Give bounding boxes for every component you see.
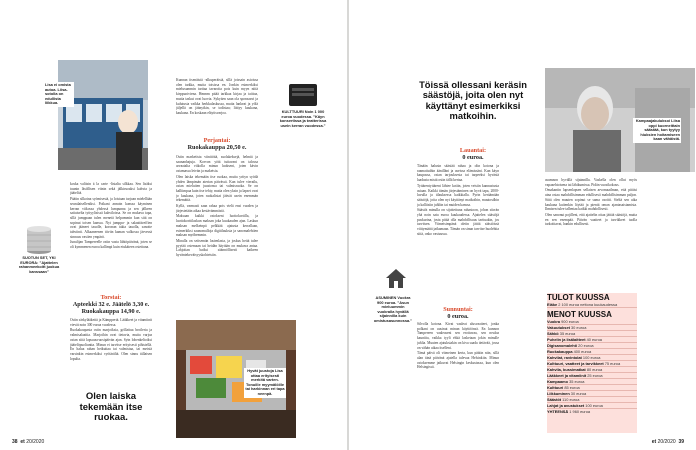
row-value: 25 euroa	[587, 373, 603, 378]
total-row	[547, 409, 637, 414]
left-column-2-bottom	[176, 155, 258, 321]
row-label: Ruokakauppa	[547, 349, 573, 354]
perjantai-subheading	[176, 137, 258, 151]
row-value: 100 euroa	[582, 355, 601, 360]
row-label: Lahjat ja avustukset	[547, 403, 585, 408]
issue-number: 20/2020	[26, 439, 45, 445]
asuminen-caption: ASUMINEN Vuokra 900 euroa. "Asun mieluummin vuokralla hyvällä sijainnilla kuin omistusasunnossa."	[373, 295, 413, 323]
row-label: Sähkö	[547, 331, 559, 336]
income-expense-table	[547, 293, 637, 433]
paragraph: Ostin marketista viinitöitä, suolakeksejä, helmiä ja saunanhajuja. Korvon yötä tuttavani on talossa arvaatalta viikolla minun luokseni, joten kävin ostamassa leivän ja makeisia.	[176, 155, 258, 174]
paragraph: Maksaan kaikki ostokseni luottokortilla, ja luottokorttilaskun maksan joka kuukauden ajan. Laskun maksan melkeinpä pelkkää ajatusta kerrallaan, esimerkiksi saunomalloja digitilauksia ja sanomalehtien maksan myöhemmin.	[176, 214, 258, 238]
left-page	[0, 0, 347, 450]
row-value: 100 euroa	[585, 403, 603, 408]
paragraph: Ruokakaupasta ostin marjoiksia, grillattua broileria ja valmisalaattia. Marjoihin ovat tietavia, mutta varjoa ostan siitä lapsuusvuosipäivän ajan. Syin lohenkeltoiksi jäätelöpuoliuntta. Minun ei tarvitse erityisesti pihistellä. En halua rahan heikuttaa tai valmistaa, tai meistä varsinkin esimerkiksi vyötärältä. Olen sinnu tällaisen lopulta.	[70, 328, 152, 361]
paragraph: Kunnan itsenäistä -alkuperäistä, sillä joissain asioissa olen tarkka, mutta toisissa en. Jonkin esimerkiksi mielusummin tarttaa tavaroita pois kuin myyn niitä kirppuoiviena. Hmmm pitää tarkkaa kirjaa ja taittoa, mutta taskut ovat luovia. Sykyäen saan ola sponsaavi ja kulutusta vaikka herkkulaskussa, mutta lankeat ja yölä jäljellä on jäänytkin, se todistaa; liittyy kaukana, kaukana. En koskaan eläytisvarjoa.	[176, 78, 258, 115]
lauantai-subheading	[417, 147, 529, 161]
paragraph: Ostin särkylääkettä ja Kämppertä. Lääkkeet ja vitamiinit vievät noin 300 euroa vuodessa.	[70, 318, 152, 327]
paragraph: Omakantin lapsenlapsen sellaisen arvomaailman, että pitäisi aina ostaa mahdollisimman edullisesti mahdollisimman paljon. Siitä olen muuten sopinut se sama osoitti. Sieltä sen aika kaukana kuitenkin löytää ja pientä oman ajantasaistamista. Ihmisen tulee tallentaa kaikki mahdollisesti.	[545, 188, 637, 212]
wallet-photo	[283, 80, 323, 110]
wallet-photo-caption: KULTTUURI Noin 1 000 euroa vuodessa. "Käyn konsertissa ja teatterissa usein kerran vuodessa."	[279, 109, 327, 128]
row-value: 30 euroa	[571, 325, 587, 330]
paragraph: Junalijan Tampereelle ostin vasta lähtöpäivänä, joten se oli kymmenen euroa kallimpi kuin etukäteen ostettuna.	[70, 240, 152, 250]
total-value: 1 960 euroa	[569, 409, 591, 414]
expense-rows	[547, 319, 637, 409]
row-value: 2 100 euroa nettona kuukaudessa	[558, 302, 618, 307]
row-label: Liikkuminen	[547, 391, 570, 396]
row-label: Kahvila, bussimatkat	[547, 367, 586, 372]
paragraph: Kyllä, varmasti saan rahaa pois vielä ensi vuoden ja järjestetään aikaa kestävämmästä.	[176, 204, 258, 213]
row-value: 30 euroa	[570, 391, 587, 396]
paragraph: koska valitsin ä la carte -listalta silkkaa. Sen lisäksi tuunin läsöllisen viinin sekä jälkiruoaksi kahvia ja jäätelöä.	[70, 182, 152, 196]
woman-photo-caption: Kampaajakuluksoi Liisa oppi kuorneittain säästää, kun tyytyy hiuksien hoitamiseen kaan vähäistä.	[633, 118, 681, 143]
left-column-1	[70, 182, 152, 300]
row-value: 85 euroa	[564, 385, 580, 390]
row-value: 75 euroa	[604, 361, 621, 366]
row-label: Digisanomalehti	[547, 343, 578, 348]
paragraph: Olen laiska tekemään itse ruokaa, mutta yrityn syödä yhden lämpimän aterian päivässä. Kun tulee vierailu, ostan mieluiten juustonsa tai valmisruoka. Se on kalliimpaa kuin itse tehty, mutta olen yksin ja lapset ovat jo kaukana, joten ruokalistat jäävät usein enemmän tekemättä.	[176, 174, 258, 203]
row-label: Puhelin ja lisälaitteet	[547, 337, 586, 342]
paragraph: Minulla on seitsemän lastenlasta, ja joskus heitä tulee pyytää ostemaan tai heidän häytään on mukava antaa. Lahjoitan baiksi säännöllisesti katkeen hyväntekeväisyyskohteisiin.	[176, 238, 258, 258]
perjantai-day: Perjantai:	[203, 137, 231, 144]
sunnuntai-day: Sunnuntai:	[443, 306, 473, 313]
row-label: Kulttuuri	[547, 385, 564, 390]
paragraph: Säästöt minulla on sijoitettuna rahastoon, johon siirrän yhä noin sata euroa kuukaudessa. Ajattelen säästöjä puskurina, josta pitää olla mahdollisuus tarttuakin, jos tarvitsen. Viimeisimpänä oletin jättiä säästöissä viittymättä jatkamaan. Tämän on sinun tarvitse huolehtia siitä, onko vastuussa.	[417, 208, 499, 236]
paragraph: Päätin silkoina syömisestä, ja loistaan tarjoan mielellään seuralaiselleniksi. Poikani annoin kanssa käyminen kerran viikossa yhdessä lumpunna ja sen jälkeen satiaiselta tyttyylisissä kahviloissa. Se on mukava tapa, sillä jumppaan tulen menetä helpommin kun sitä on sopinut toisen kanssa. Nyt jumppa- ja salaattitreffien ovat jääneet tauolle, koronan takia tauolla, sanotte tahviinti. Alkaaneenen tiiviin kaman valkossa järvessä sinnuus vastien ympärä.	[70, 197, 152, 239]
total-label: YHTEENSÄ	[547, 409, 569, 414]
paragraph: asumnon hyvällä sijainnilla. Vaskella olen ollut myös vapaaehtoisena tai lähikumissa. Pidän vuosikokous.	[545, 178, 637, 187]
paragraph: Tämä päivä oli viimeinen kerta, kun päätin niin, sillä alan tänä päivänä ajatella tulevaa Helsinkiin. Minun ostoksemme jatkuvat Helsingin keskustassa, kun olen Helsingissä.	[417, 351, 499, 370]
row-label: Lääkkeet ja vitamiinit	[547, 373, 587, 378]
left-pull-quote: Olen laiska tekemään itse ruokaa.	[79, 391, 143, 423]
row-value: 80 euroa	[586, 367, 603, 372]
coins-photo-caption: SUOTUN SET, YKI EURORA: "Ajattelen rahanmeekoitt juokua kanssaan"	[18, 255, 60, 274]
row-value: 35 euroa	[569, 379, 585, 384]
torstai-day: Torstai:	[100, 294, 122, 301]
tram-photo	[58, 60, 148, 170]
row-label: Kahvilat, ravintolat	[547, 355, 582, 360]
row-label: Kulttuuri, vaatteet ja tarvikkeet	[547, 361, 604, 366]
row-label: Vakuutukset	[547, 325, 570, 330]
right-column-1	[417, 164, 499, 300]
coins-photo	[22, 221, 58, 257]
cart-photo-caption: Hyvät juustoja Lisa ottaa erityisesti merkitä varten. Tonuille myymälöille tai harkinnan eri tapa neenpä.	[245, 368, 285, 396]
row-label: Kampaamo	[547, 379, 568, 384]
sunnuntai-amount: 0 euroa.	[447, 313, 469, 320]
row-value: 40 euroa	[586, 337, 602, 342]
issue-number: 20/2020	[657, 439, 676, 445]
right-column-2	[545, 178, 637, 286]
paragraph: Tänään halusin säästää rahaa ja olin kotona ja raamattuihin äänilläni ja useissa elämissäni. Kun käyn kaupassa, ostan tarjouksesta tai tarpeeksi hyvästä laadusta mistä ostin tällä kertaa.	[417, 164, 499, 183]
paragraph: Tyttärentyttäreni lähtee kotiin, joten veisiin kannustusta asiaan. Kaikki tämän järjestäminen on hyvä tapa, 2000-luvulla ja tilauksessa kaikkialla. Pyrin keräämään säästöjä, joita olen nyt käyttänyt matkoihin, muutosdhin ja kalliisiin juhliin tai muiden kanssa.	[417, 183, 499, 207]
lauantai-amount: 0 euroa.	[462, 154, 484, 161]
right-page	[349, 0, 696, 450]
tram-photo-caption: Lisa ei omista autoa. Liisa-sotolla on edullista liikkua.	[44, 82, 74, 107]
income-row	[547, 302, 637, 308]
page-number: 39	[678, 439, 684, 445]
right-column-1-bottom	[417, 322, 499, 436]
torstai-subheading	[70, 294, 152, 315]
expenses-title: MENOT KUUSSA	[547, 310, 612, 319]
left-column-2	[176, 78, 258, 132]
row-value: 35 euroa	[559, 331, 576, 336]
row-label: Säästöt	[547, 397, 562, 402]
row-value: 400 euroa	[573, 349, 592, 354]
row-value: 20 euroa	[578, 343, 594, 348]
row-label: Vuokra	[547, 319, 561, 324]
row-value: 900 euroa	[561, 319, 579, 324]
lauantai-day: Lauantai:	[459, 147, 487, 154]
torstai-amount: Apteekki 32 e. Jäätelö 3,30 e. Ruokakauppa 14,90 e.	[72, 301, 150, 315]
income-title: TULOT KUUSSA	[547, 293, 610, 302]
left-column-1-bottom	[70, 318, 152, 388]
right-headline: Töissä ollessani keräsin säästöjä, joita olen nyt käyttänyt esimerkiksi matkoihin.	[419, 79, 527, 122]
house-keys-photo	[383, 265, 409, 291]
page-number: 38	[12, 439, 18, 445]
perjantai-amount: Ruokakauppa 20,50 e.	[187, 144, 247, 151]
left-page-number	[12, 439, 44, 445]
paragraph: Olen sanonut pojilleni, että ajattelin ottaa jättää säästöjä, mutta en sen enempää. Päivän vaatteet ja tarvikkeet tuolla tarkoittavat, hankin edullisesti.	[545, 212, 637, 227]
paragraph: Silvolla kotona. Kivat vaaleat alusvaatteet, jonka polkani on uusinut minun käyttöönsä. En kunnon Tampereen vaaleaseni sen erottuvaa, sen neuloa kauniita, vaikka tyyli ehkä lasketaan jokin minulle juhlia. Muuten ajatuksiakin on kiva saada tietävää, jossa on vähän aikaa itselleni.	[417, 322, 499, 350]
row-value: 110 euroa	[562, 397, 580, 402]
right-page-number	[652, 439, 684, 445]
magazine-name: et	[651, 439, 657, 445]
row-label: Eläke	[547, 302, 558, 307]
sunnuntai-subheading	[417, 306, 499, 320]
magazine-name: et	[20, 439, 25, 445]
